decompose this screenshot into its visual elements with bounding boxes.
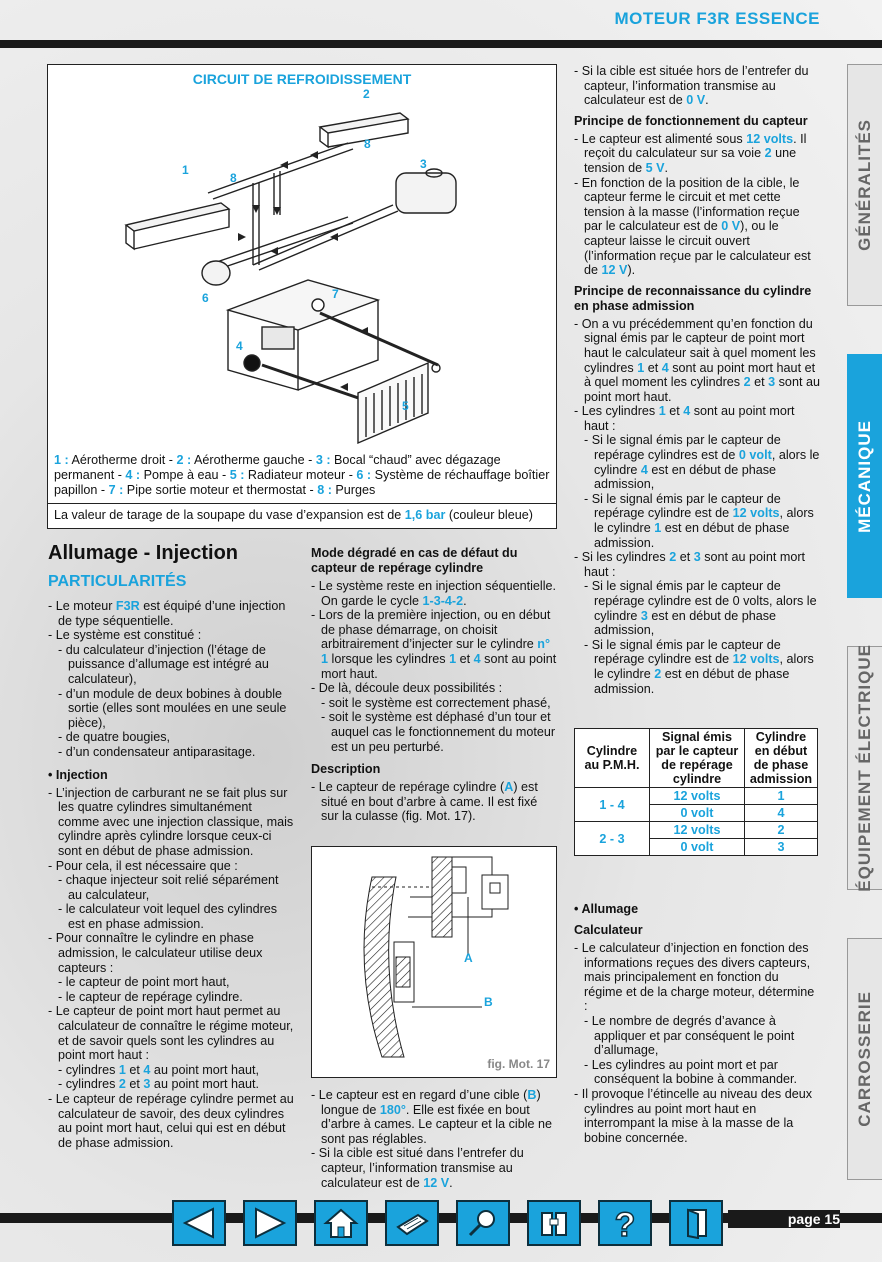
figure-callout-5: 5: [402, 399, 409, 413]
figure-legend: 1 : Aérotherme droit - 2 : Aérotherme gauche - 3 : Bocal “chaud” avec dégazage permanent - 4 : Pompe à eau - 5 : Radiateur moteur - 6 : Système de réchauffage boîtier papillon - 7 : Pipe sortie moteur et thermostat - 8 : Purges: [54, 453, 550, 497]
figure-title: CIRCUIT DE REFROIDISSEMENT: [192, 71, 412, 87]
figure-callout-4: 4: [236, 339, 243, 353]
table-row: 0 volt 3: [575, 839, 818, 856]
sensor-figure: [311, 846, 557, 1078]
next-page-button[interactable]: [243, 1200, 297, 1246]
table-header: Cylindre au P.M.H.: [575, 729, 650, 788]
cooling-circuit-figure: [47, 64, 557, 529]
home-icon: [323, 1207, 359, 1239]
cooling-circuit-diagram: [48, 65, 556, 455]
column-right-bottom: • Allumage Calculateur - Le calculateur d’injection en fonction des informations reçues des divers capteurs, mais principalement en fonction du régime et de la charge moteur, détermine : - Le nombre de degrés d’avance à appliquer et par conséquent le point d’allumage, - Les cylindres au point mort et par conséquent la bobine à commander. - Il provoque l’étincelle au niveau des deux cylindres au point mort haut en interrompant la mise à la masse de la bobine concernée.: [574, 902, 815, 1145]
table-row: 2 - 3 12 volts 2: [575, 822, 818, 839]
label-a: A: [464, 951, 473, 965]
tab-carrosserie[interactable]: CARROSSERIE: [847, 938, 882, 1180]
arrow-left-icon: [181, 1207, 217, 1239]
sensor-diagram: [312, 847, 556, 1077]
table-header: Signal émis par le capteur de repérage cylindre: [650, 729, 745, 788]
column-left: [48, 542, 294, 1150]
svg-text:?: ?: [614, 1206, 636, 1241]
expansion-note: La valeur de tarage de la soupape du vase d’expansion est de 1,6 bar (couleur bleue): [54, 508, 533, 522]
column-right: - Si la cible est située hors de l’entrefer du capteur, l’information transmise au calculateur est de 0 V. Principe de fonctionnement du capteur - Le capteur est alimenté sous 12 volts. Il reçoit du calculateur sur sa voie 2 une tension de 5 V. - En fonction de la position de la cible, le capteur ferme le circuit et met cette tension à la masse (l’information reçue par le calculateur est de 0 V), ou le capteur laisse le circuit ouvert (l’information reçue par le calculateur est de 12 V). Principe de reconnaissance du cylindre en phase admission - On a vu précédemment qu’en fonction du signal émis par le capteur de point mort haut le calculateur sait à quel moment les cylindres 1 et 4 sont au point mort haut et à quel moment les cylindres 2 et 3 sont au point mort haut. - Les cylindres 1 et 4 sont au point mort haut : - Si le signal émis par le capteur de repérage cylindres est de 0 volt, alors le cylindre 4 est en début de phase admission, - Si le signal émis par le capteur de repérage cylindre est de 12 volts, alors le cylindre 1 est en début de phase admission. - Si les cylindres 2 et 3 sont au point mort haut : - Si le signal émis par le capteur de repérage cylindre est de 0 volts, alors le cylindre 3 est en début de phase admission, - Si le signal émis par le capteur de repérage cylindre est de 12 volts, alors le cylindre 2 est en début de phase admission.: [574, 64, 820, 696]
print-button[interactable]: [385, 1200, 439, 1246]
table-row: 0 volt 4: [575, 805, 818, 822]
column-middle-bottom: - Le capteur est en regard d’une cible (B) longue de 180°. Elle est fixée en bout d’arbre à cames. Le capteur et la cible ne sont pas réglables. - Si la cible est situé dans l’entrefer du capteur, l’information transmise au calculateur est de 12 V.: [311, 1088, 553, 1190]
figure-callout-8b: 8: [230, 171, 237, 185]
home-button[interactable]: [314, 1200, 368, 1246]
arrow-right-icon: [252, 1207, 288, 1239]
particularites-text: - Le moteur F3R est équipé d’une injection de type séquentielle. - Le système est constitué : - du calculateur d’injection (l’étage de puissance d’allumage est intégré au calculateur), - d’un module de deux bobines à double sortie (elles sont moulées en une seule pièce), - de quatre bougies, - d’un condensateur antiparasitage. • Injection - L’injection de carburant ne se fait plus sur les quatre cylindres simultanément comme avec une injection classique, mais cylindre après cylindre lorsque ceux-ci sont en début de phase admission. - Pour cela, il est nécessaire que : - chaque injecteur soit relié séparément au calculateur, - le calculateur voit lequel des cylindres est en phase admission. - Pour connaître le cylindre en phase admission, le calculateur utilise deux capteurs : - le capteur de point mort haut, - le capteur de repérage cylindre. - Le capteur de point mort haut permet au calculateur de connaître le régime moteur, et de savoir quels sont les cylindres au point mort haut : - cylindres 1 et 4 au point mort haut, - cylindres 2 et 3 au point mort haut. - Le capteur de repérage cylindre permet au calculateur de savoir, des deux cylindres au point mort haut, celui qui est en début de phase admission.: [48, 599, 294, 1150]
column-middle: Mode dégradé en cas de défaut du capteur de repérage cylindre - Le système reste en injection séquentielle. On garde le cycle 1-3-4-2. - Lors de la première injection, ou en début de phase démarrage, on choisit arbitrairement d’injecter sur le cylindre n° 1 lorsque les cylindres 1 et 4 sont au point mort haut. - De là, découle deux possibilités : - soit le système est correctement phasé, - soit le système est déphasé d’un tour et auquel cas le fonctionnement du moteur est un peu perturbé. Description - Le capteur de repérage cylindre (A) est situé en bout d’arbre à came. Il est fixé sur la culasse (fig. Mot. 17).: [311, 546, 557, 824]
section-title: Allumage - Injection: [48, 542, 239, 564]
contents-button[interactable]: [527, 1200, 581, 1246]
figure-callout-2: 2: [363, 87, 370, 101]
header-rule: [0, 40, 882, 48]
search-button[interactable]: [456, 1200, 510, 1246]
help-button[interactable]: [598, 1200, 652, 1246]
figure-callout-3: 3: [420, 157, 427, 171]
tab-equipement-electrique[interactable]: ÉQUIPEMENT ÉLECTRIQUE: [847, 646, 882, 890]
exit-door-icon: [678, 1207, 714, 1239]
cylinder-table-wrap: [574, 728, 818, 856]
page-number: page 15: [728, 1210, 840, 1228]
label-b: B: [484, 995, 493, 1009]
table-row: 1 - 4 12 volts 1: [575, 788, 818, 805]
tab-generalites[interactable]: GÉNÉRALITÉS: [847, 64, 882, 306]
tab-mecanique[interactable]: MÉCANIQUE: [847, 354, 882, 598]
figure-callout-8a: 8: [364, 137, 371, 151]
figure-callout-1: 1: [182, 163, 189, 177]
exit-button[interactable]: [669, 1200, 723, 1246]
question-icon: [607, 1205, 643, 1241]
printer-icon: [394, 1207, 430, 1239]
figure-caption: fig. Mot. 17: [487, 1057, 550, 1071]
prev-page-button[interactable]: [172, 1200, 226, 1246]
figure-callout-7: 7: [332, 287, 339, 301]
legend-divider: [48, 503, 556, 504]
cylinder-table: [574, 728, 818, 856]
figure-callout-6: 6: [202, 291, 209, 305]
binoculars-icon: [536, 1207, 572, 1239]
table-header: Cylindre en début de phase admission: [745, 729, 818, 788]
section-subtitle: PARTICULARITÉS: [48, 573, 187, 590]
magnifier-icon: [465, 1207, 501, 1239]
page-header-title: MOTEUR F3R ESSENCE: [614, 9, 820, 28]
